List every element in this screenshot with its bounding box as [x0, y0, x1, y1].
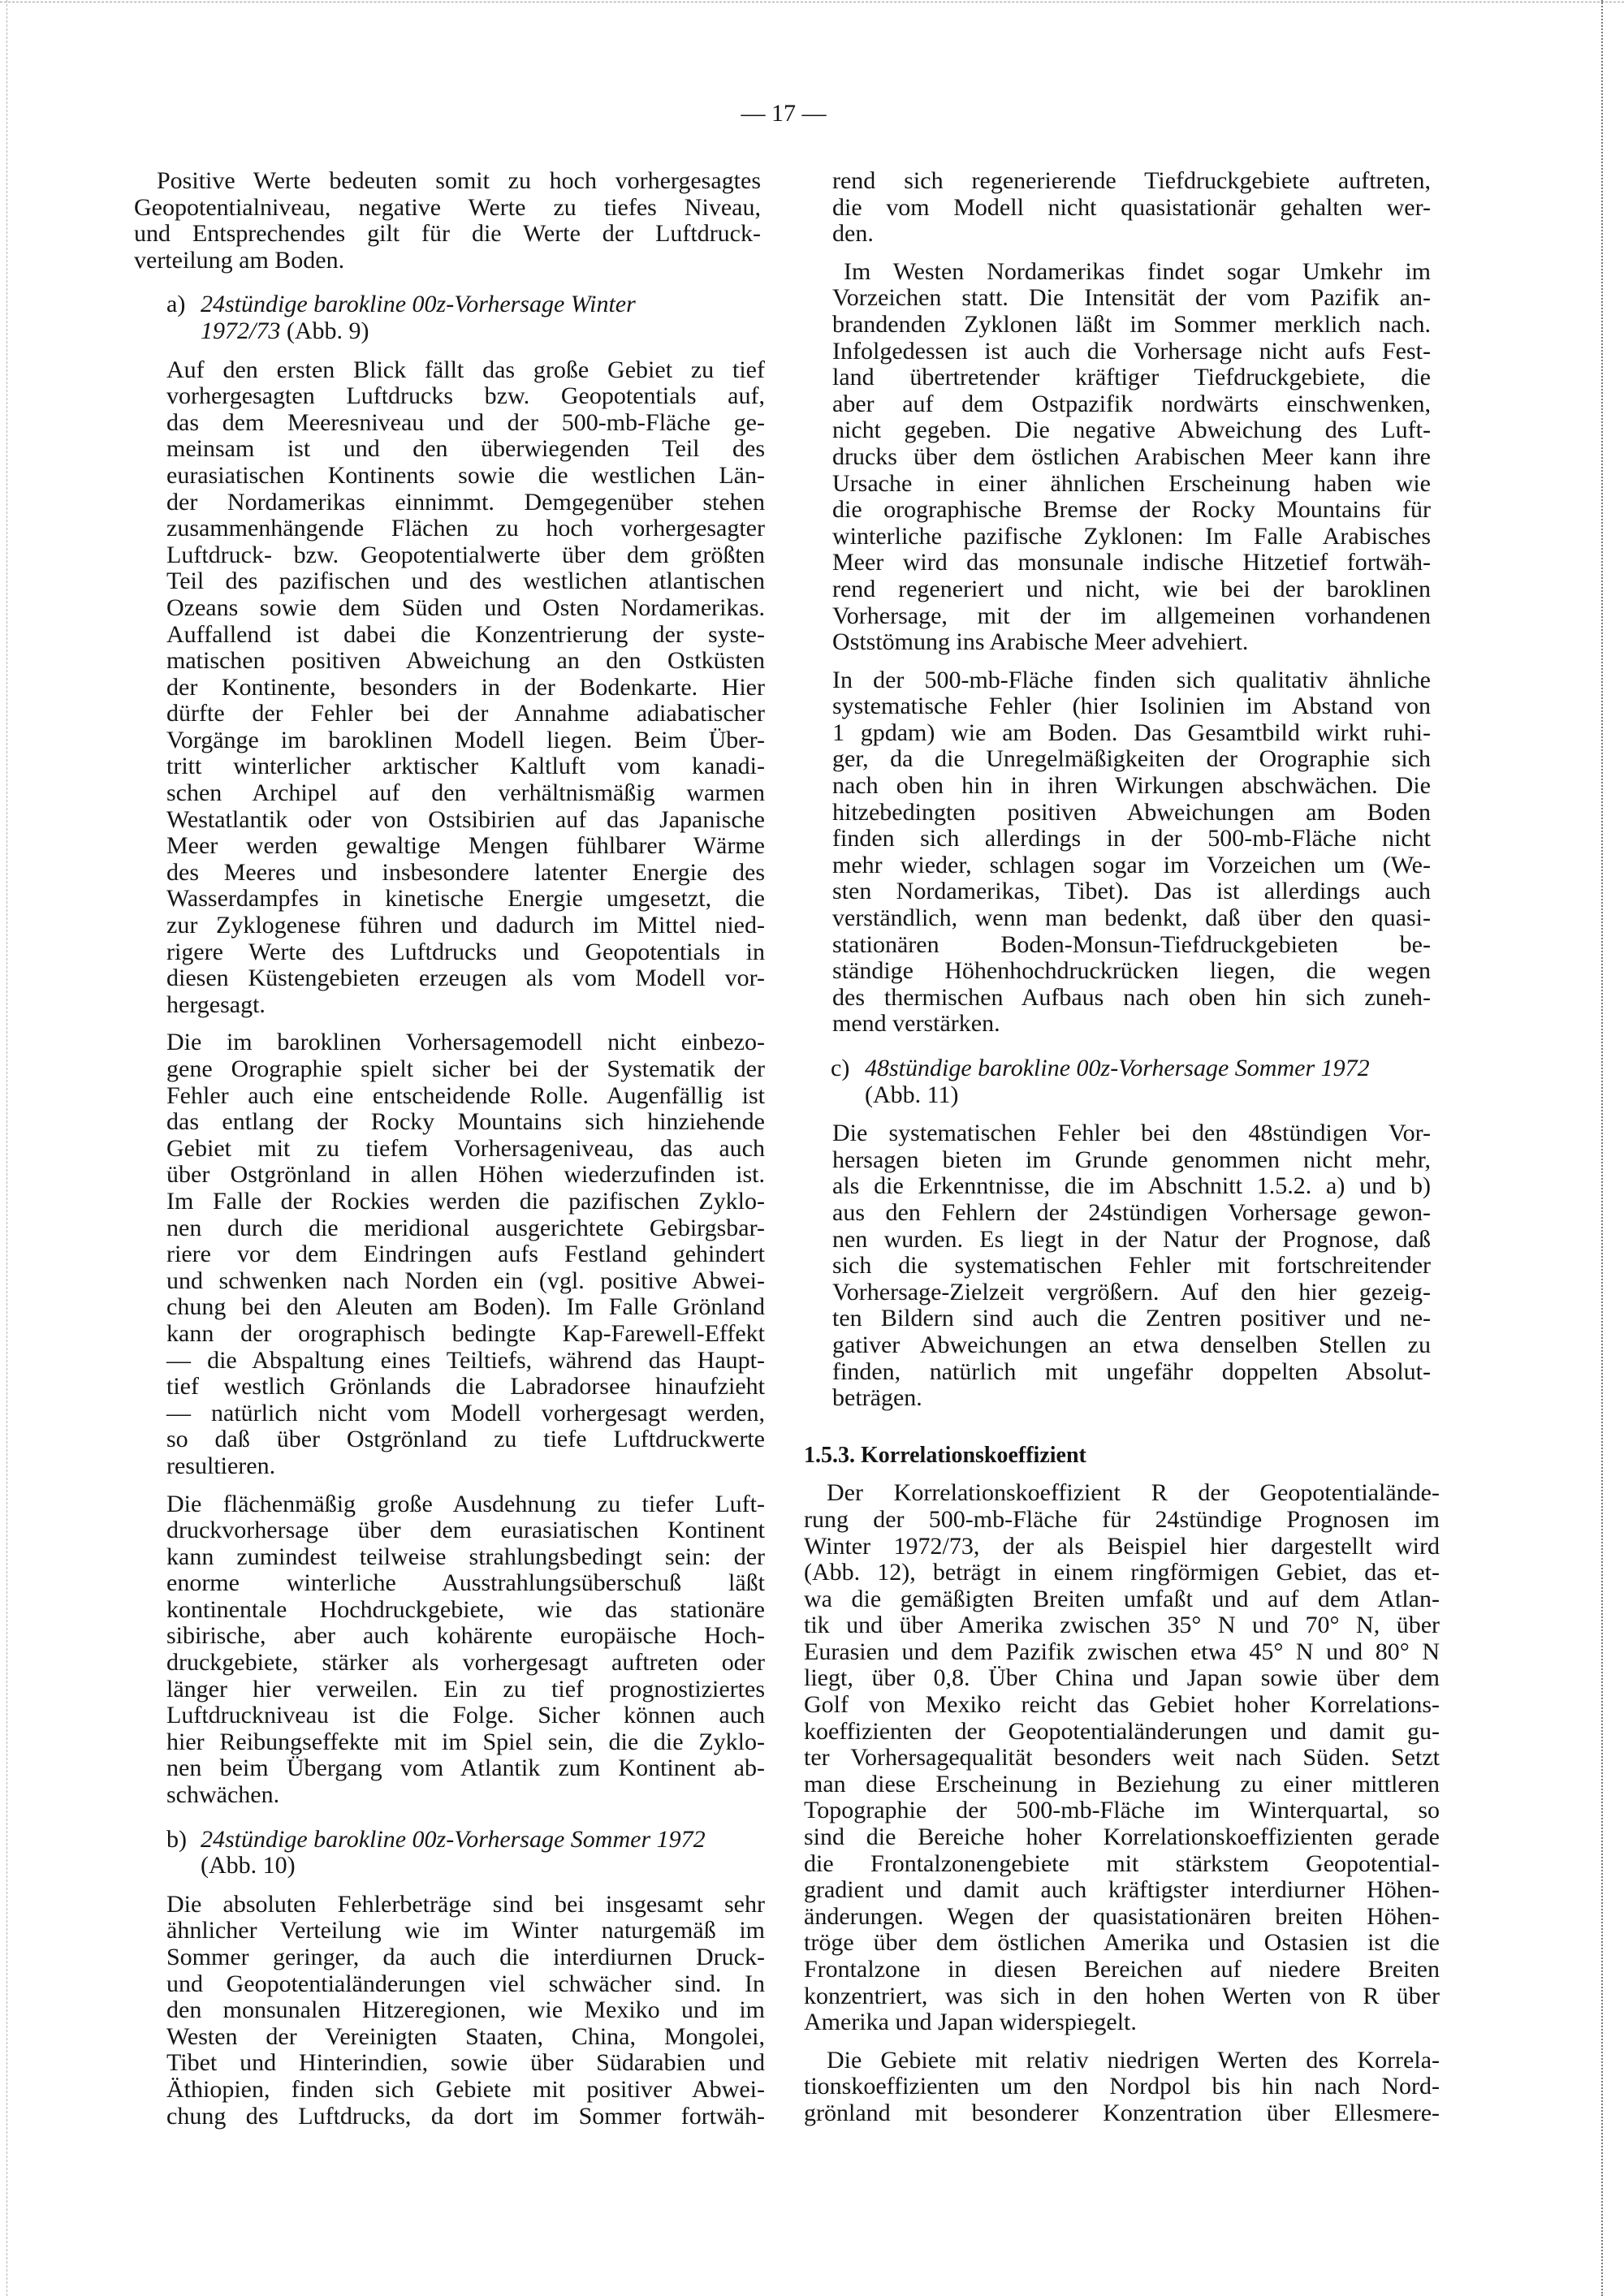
- text-line: den monsunalen Hitzeregionen, wie Mexiko und im: [166, 1996, 765, 2024]
- text-line: Die absoluten Fehlerbeträge sind bei insgesamt sehr: [166, 1890, 765, 1918]
- text-line: so daß über Ostgrönland zu tiefe Luftdruckwerte: [166, 1426, 765, 1453]
- paragraph: [134, 168, 761, 274]
- text-line: das dem Meeresniveau und der 500-mb-Fläche ge-: [166, 408, 765, 436]
- text-line: ähnlicher Verteilung wie im Winter naturgemäß im: [166, 1917, 765, 1944]
- text-line: verständlich, wenn man bedenkt, daß über den quasi-: [832, 904, 1431, 932]
- text-line: ständige Höhenhochdruckrücken liegen, die wegen: [832, 957, 1431, 985]
- text-line: der Kontinente, besonders in der Bodenkarte. Hier: [166, 673, 765, 701]
- text-line: enorme winterliche Ausstrahlungsüberschuß läßt: [166, 1569, 765, 1597]
- subsection-heading-c: [831, 1055, 1440, 1108]
- text-line: Im Falle der Rockies werden die pazifischen Zyklo-: [166, 1187, 765, 1215]
- text-line: Äthiopien, finden sich Gebiete mit positiver Abwei-: [166, 2075, 765, 2103]
- text-line: hier Reibungseffekte mit im Spiel sein, die die Zyklo-: [166, 1728, 765, 1755]
- heading-title: 24stündige barokline 00z-Vorhersage Winter: [201, 291, 636, 318]
- text-line: hitzebedingten positiven Abweichungen am Boden: [832, 798, 1431, 826]
- paragraph: [832, 667, 1431, 1038]
- text-line: Luftdruck- bzw. Geopotentialwerte über dem größten: [166, 541, 765, 568]
- text-line: Vorhersage, mit der im allgemeinen vorhandenen: [832, 602, 1431, 629]
- text-line: systematische Fehler (hier Isolinien im Abstand von: [832, 693, 1431, 720]
- text-line: Positive Werte bedeuten somit zu hoch vorhergesagtes: [157, 167, 761, 194]
- text-line: ter Vorhersagequalität besonders weit nach Süden. Setzt: [804, 1744, 1440, 1772]
- scan-border-left: [6, 0, 7, 2296]
- text-line: matischen positiven Abweichung an den Ostküsten: [166, 647, 765, 675]
- text-line: chung des Luftdrucks, da dort im Sommer fortwäh-: [166, 2102, 765, 2130]
- text-line: Die Gebiete mit relativ niedrigen Werten des Korrela-: [827, 2046, 1440, 2074]
- figure-reference: (Abb. 9): [286, 317, 369, 344]
- subsection-heading-b: [166, 1827, 765, 1880]
- text-line: Eurasien und dem Pazifik zwischen etwa 45° N und 80° N: [804, 1638, 1440, 1665]
- text-line: chung bei den Aleuten am Boden). Im Falle Grönland: [166, 1293, 765, 1321]
- text-line: Vorzeichen statt. Die Intensität der vom Pazifik an-: [832, 284, 1431, 312]
- left-column: [134, 168, 765, 2130]
- text-line: tröge über dem östlichen Amerika und Ostasien ist die: [804, 1929, 1440, 1957]
- paragraph: [166, 1491, 765, 1809]
- text-line: Golf von Mexiko reicht das Gebiet hoher Korrelations-: [804, 1691, 1440, 1719]
- heading-title: 24stündige barokline 00z-Vorhersage Sommer 1972: [201, 1825, 706, 1853]
- text-line: tik und über Amerika zwischen 35° N und 70° N, über: [804, 1612, 1440, 1639]
- text-line: als die Erkenntnisse, die im Abschnitt 1.5.2. a) und b): [832, 1172, 1431, 1200]
- text-line: resultieren.: [166, 1452, 276, 1479]
- text-line: zur Zyklogenese führen und dadurch im Mittel nied-: [166, 912, 765, 939]
- heading-label: c): [831, 1055, 850, 1081]
- text-line: rigere Werte des Luftdrucks und Geopotentials in: [166, 938, 765, 965]
- text-line: Winter 1972/73, der als Beispiel hier dargestellt wird: [804, 1532, 1440, 1560]
- text-line: tief westlich Grönlands die Labradorsee hinaufzieht: [166, 1373, 765, 1400]
- text-line: koeffizienten der Geopotentialänderungen und damit gu-: [804, 1717, 1440, 1745]
- text-line: die vom Modell nicht quasistationär gehalten wer-: [832, 193, 1431, 221]
- text-line: meinsam ist und den überwiegenden Teil des: [166, 435, 765, 463]
- right-column: [804, 168, 1440, 2127]
- text-line: wa die gemäßigten Breiten umfaßt und auf dem Atlan-: [804, 1585, 1440, 1612]
- text-line: sibirische, aber auch kohärente europäische Hoch-: [166, 1622, 765, 1650]
- text-line: ten Bildern sind auch die Zentren positiver und ne-: [832, 1305, 1431, 1332]
- text-line: gene Orographie spielt sicher bei der Systematik der: [166, 1055, 765, 1082]
- heading-title-cont: 1972/73: [201, 317, 281, 344]
- text-line: über Ostgrönland in allen Höhen wiederzufinden ist.: [166, 1161, 765, 1189]
- text-line: Frontalzone in diesen Bereichen auf niedere Breiten: [804, 1956, 1440, 1983]
- heading-label: a): [166, 291, 186, 318]
- text-line: kann zumindest teilweise strahlungsbedingt sein: der: [166, 1543, 765, 1570]
- text-line: nach oben hin in ihren Wirkungen abschwächen. Die: [832, 772, 1431, 800]
- text-line: 1 gpdam) wie am Boden. Das Gesamtbild wirkt ruhi-: [832, 719, 1431, 746]
- section-heading: 1.5.3. Korrelationskoeffizient: [804, 1442, 1086, 1468]
- text-line: Luftdruckniveau ist die Folge. Sicher können auch: [166, 1702, 765, 1729]
- text-line: riere vor dem Eindringen aufs Festland gehindert: [166, 1241, 765, 1268]
- paragraph: [166, 1892, 765, 2130]
- text-line: des Meeres und insbesondere latenter Energie des: [166, 858, 765, 886]
- text-line: Geopotentialniveau, negative Werte zu tiefes Niveau,: [134, 193, 761, 221]
- text-line: die orographische Bremse der Rocky Mountains für: [832, 496, 1431, 524]
- text-line: nen durch die meridional ausgerichtete Gebirgsbar-: [166, 1214, 765, 1241]
- text-line: Die flächenmäßig große Ausdehnung zu tiefer Luft-: [166, 1490, 765, 1517]
- text-line: Der Korrelationskoeffizient R der Geopotentialände-: [827, 1479, 1440, 1507]
- text-line: mehr wieder, schlagen sogar im Vorzeichen um (We-: [832, 851, 1431, 878]
- text-line: zusammenhängende Flächen zu hoch vorhergesagter: [166, 515, 765, 542]
- text-line: mend verstärken.: [832, 1010, 1000, 1038]
- text-line: tritt winterlicher arktischer Kaltluft vom kanadi-: [166, 753, 765, 780]
- text-line: Ursache in einer ähnlichen Erscheinung haben wie: [832, 469, 1431, 497]
- text-line: — die Abspaltung eines Teiltiefs, während das Haupt-: [166, 1346, 765, 1374]
- text-line: Oststömung ins Arabische Meer advehiert.: [832, 628, 1249, 656]
- text-line: schwächen.: [166, 1781, 280, 1809]
- text-line: tionskoeffizienten um den Nordpol bis hin nach Nord-: [804, 2073, 1440, 2100]
- text-line: das entlang der Rocky Mountains sich hinziehende: [166, 1108, 765, 1136]
- text-line: vorhergesagten Luftdrucks bzw. Geopotentials auf,: [166, 382, 765, 410]
- text-line: Die systematischen Fehler bei den 48stündigen Vor-: [832, 1120, 1431, 1147]
- scan-border-right: [1601, 0, 1603, 2296]
- text-line: schen Archipel auf den verhältnismäßig warmen: [166, 779, 765, 807]
- text-line: druckvorhersage über dem eurasiatischen Kontinent: [166, 1517, 765, 1544]
- text-line: gradient und damit auch kräftigster interdiurner Höhen-: [804, 1876, 1440, 1904]
- text-line: Fehler auch eine entscheidende Rolle. Augenfällig ist: [166, 1081, 765, 1109]
- text-line: Sommer geringer, da auch die interdiurnen Druck-: [166, 1944, 765, 1970]
- paragraph: [804, 2048, 1440, 2127]
- text-line: nen beim Übergang vom Atlantik zum Kontinent ab-: [166, 1754, 765, 1782]
- paragraph: [166, 357, 765, 1019]
- text-line: Vorgänge im baroklinen Modell liegen. Beim Über-: [166, 726, 765, 753]
- text-line: verteilung am Boden.: [134, 246, 345, 274]
- text-line: nicht gegeben. Die negative Abweichung des Luft-: [832, 416, 1431, 444]
- text-line: Auffallend ist dabei die Konzentrierung der syste-: [166, 620, 765, 648]
- text-line: kann der orographisch bedingte Kap-Farewell-Effekt: [166, 1319, 765, 1347]
- text-line: die Frontalzonengebiete mit stärkstem Geopotential-: [804, 1849, 1440, 1877]
- text-line: und Geopotentialänderungen viel schwächer sind. In: [166, 1970, 765, 1997]
- text-line: Vorhersage-Zielzeit vergrößern. Auf den hier gezeig-: [832, 1278, 1431, 1306]
- text-line: Amerika und Japan widerspiegelt.: [804, 2009, 1137, 2036]
- text-line: stationären Boden-Monsun-Tiefdruckgebieten be-: [832, 930, 1431, 958]
- text-line: Auf den ersten Blick fällt das große Gebiet zu tief: [166, 356, 765, 383]
- text-line: länger hier verweilen. Ein zu tief prognostiziertes: [166, 1675, 765, 1703]
- heading-title: 48stündige barokline 00z-Vorhersage Sommer 1972: [865, 1055, 1370, 1081]
- text-line: Meer wird das monsunale indische Hitzetief fortwäh-: [832, 549, 1431, 576]
- text-line: Wasserdampfes in kinetische Energie umgesetzt, die: [166, 885, 765, 913]
- text-line: und schwenken nach Norden ein (vgl. positive Abwei-: [166, 1267, 765, 1294]
- text-line: dürfte der Fehler bei der Annahme adiabatischer: [166, 700, 765, 727]
- text-line: rung der 500-mb-Fläche für 24stündige Prognosen im: [804, 1505, 1440, 1533]
- text-line: Die im baroklinen Vorhersagemodell nicht einbezo-: [166, 1029, 765, 1056]
- text-line: sten Nordamerikas, Tibet). Das ist allerdings auch: [832, 878, 1431, 905]
- text-line: man diese Erscheinung in Beziehung zu einer mittleren: [804, 1770, 1440, 1798]
- text-line: druckgebiete, stärker als vorhergesagt auftreten oder: [166, 1649, 765, 1677]
- subsection-heading-a: [166, 291, 765, 344]
- text-line: nen wurden. Es liegt in der Natur der Prognose, daß: [832, 1225, 1431, 1253]
- text-line: Teil des pazifischen und des westlichen atlantischen: [166, 568, 765, 595]
- figure-reference: (Abb. 11): [865, 1081, 959, 1108]
- text-line: Gebiet mit zu tiefem Vorhersageniveau, das auch: [166, 1134, 765, 1162]
- text-line: ger, da die Unregelmäßigkeiten der Orographie sich: [832, 745, 1431, 773]
- text-line: rend regeneriert und nicht, wie bei der baroklinen: [832, 575, 1431, 602]
- text-line: eurasiatischen Kontinents sowie die westlichen Län-: [166, 461, 765, 489]
- text-line: Tibet und Hinterindien, sowie über Südarabien und: [166, 2049, 765, 2077]
- text-line: sind die Bereiche hoher Korrelationskoeffizienten gerade: [804, 1823, 1440, 1851]
- paragraph: [832, 168, 1431, 248]
- paragraph: [804, 1480, 1440, 2035]
- text-line: der Nordamerikas einnimmt. Demgegenüber stehen: [166, 488, 765, 516]
- text-line: finden, natürlich mit ungefähr doppelten Absolut-: [832, 1357, 1431, 1385]
- text-line: diesen Küstengebieten erzeugen als vom Modell vor-: [166, 965, 765, 992]
- paragraph: [832, 259, 1431, 656]
- text-line: aus den Fehlern der 24stündigen Vorhersage gewon-: [832, 1198, 1431, 1226]
- text-line: (Abb. 12), beträgt in einem ringförmigen Gebiet, das et-: [804, 1559, 1440, 1586]
- text-line: Westen der Vereinigten Staaten, China, Mongolei,: [166, 2022, 765, 2050]
- text-line: Meer werden gewaltige Mengen fühlbarer Wärme: [166, 832, 765, 860]
- heading-label: b): [166, 1825, 187, 1853]
- text-line: grönland mit besonderer Konzentration über Ellesmere-: [804, 2099, 1440, 2126]
- text-line: Infolgedessen ist auch die Vorhersage nicht aufs Fest-: [832, 337, 1431, 365]
- text-line: liegt, über 0,8. Über China und Japan sowie über dem: [804, 1664, 1440, 1692]
- paragraph: [166, 1029, 765, 1479]
- text-line: rend sich regenerierende Tiefdruckgebiete auftreten,: [832, 167, 1431, 194]
- text-line: drucks über dem östlichen Arabischen Meer kann ihre: [832, 442, 1431, 470]
- text-line: — natürlich nicht vom Modell vorhergesagt werden,: [166, 1399, 765, 1426]
- text-line: beträgen.: [832, 1384, 922, 1412]
- text-line: konzentriert, was sich in den hohen Werten von R über: [804, 1982, 1440, 2009]
- text-line: des thermischen Aufbaus nach oben hin sich zuneh-: [832, 983, 1431, 1011]
- paragraph: [832, 1120, 1431, 1412]
- text-line: den.: [832, 220, 874, 248]
- text-line: Westatlantik oder von Ostsibirien auf das Japanische: [166, 805, 765, 833]
- text-line: hergesagt.: [166, 990, 266, 1018]
- text-line: winterliche pazifische Zyklonen: Im Falle Arabisches: [832, 522, 1431, 550]
- text-line: In der 500-mb-Fläche finden sich qualitativ ähnliche: [832, 666, 1431, 693]
- text-line: Ozeans sowie dem Süden und Osten Nordamerikas.: [166, 593, 765, 621]
- text-line: land übertretender kräftiger Tiefdruckgebiete, die: [832, 364, 1431, 391]
- text-line: brandenden Zyklonen läßt im Sommer merklich nach.: [832, 310, 1431, 338]
- text-line: änderungen. Wegen der quasistationären breiten Höhen-: [804, 1902, 1440, 1930]
- text-line: und Entsprechendes gilt für die Werte der Luftdruck-: [134, 220, 761, 248]
- text-line: sich die systematischen Fehler mit fortschreitender: [832, 1252, 1431, 1280]
- text-line: Topographie der 500-mb-Fläche im Winterquartal, so: [804, 1797, 1440, 1824]
- text-line: hersagen bieten im Grunde genommen nicht mehr,: [832, 1146, 1431, 1173]
- text-line: Im Westen Nordamerikas findet sogar Umkehr im: [844, 257, 1431, 285]
- figure-reference: (Abb. 10): [201, 1852, 296, 1880]
- text-line: gativer Abweichungen an etwa denselben Stellen zu: [832, 1331, 1431, 1358]
- text-line: finden sich allerdings in der 500-mb-Fläche nicht: [832, 825, 1431, 852]
- text-line: kontinentale Hochdruckgebiete, wie das stationäre: [166, 1595, 765, 1623]
- text-line: aber auf dem Ostpazifik nordwärts einschwenken,: [832, 390, 1431, 417]
- page-number: — 17 —: [741, 100, 827, 127]
